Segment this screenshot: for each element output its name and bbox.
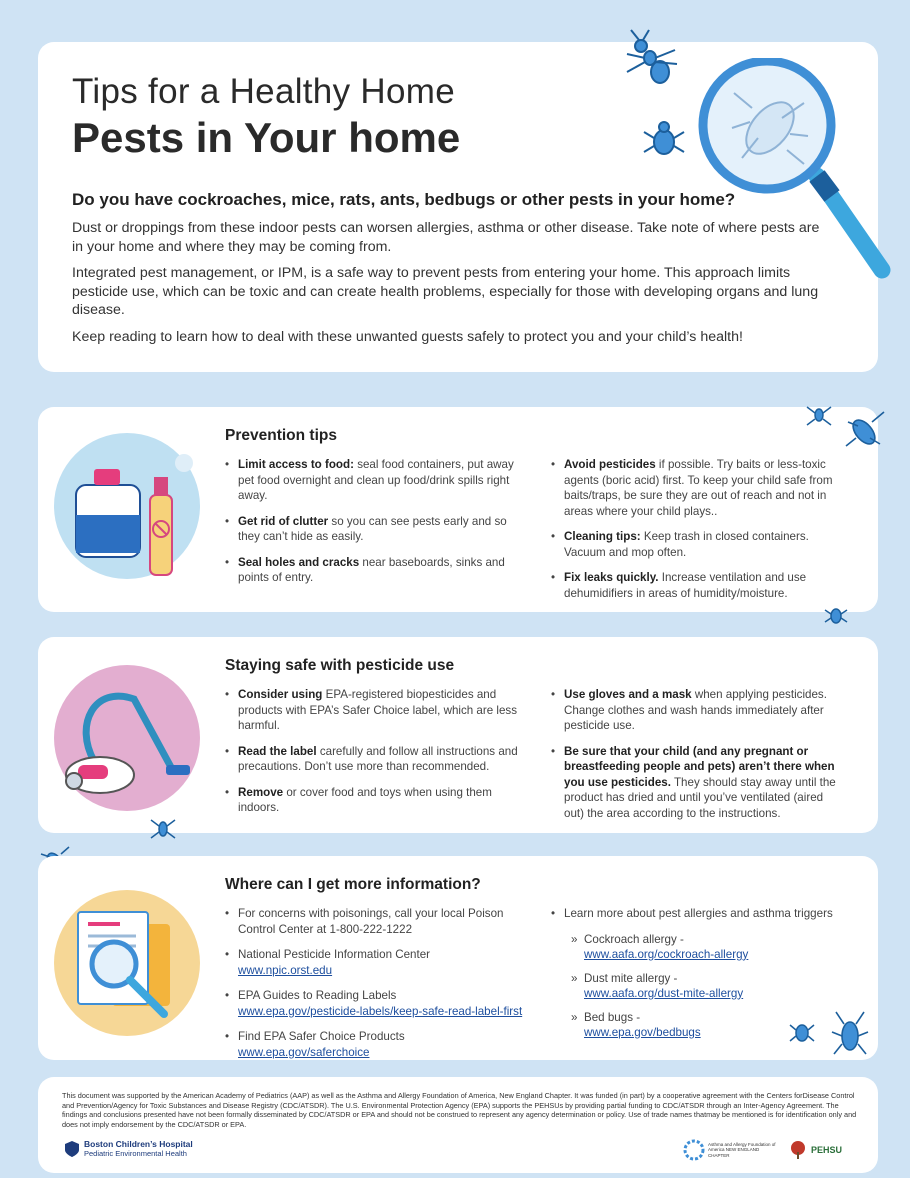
list-item: • Remove or cover food and toys when using them indoors. xyxy=(225,785,530,816)
list-item: • Consider using EPA-registered biopesticides and products with EPA’s Safer Choice label, which are less harmful. xyxy=(225,687,530,734)
more-information-card xyxy=(38,856,878,1060)
cockroach-icon xyxy=(842,408,888,452)
document-folder-icon xyxy=(54,890,200,1036)
list-item: • National Pesticide Information Center www.npic.orst.edu xyxy=(225,947,530,978)
bedbugs-link[interactable]: www.epa.gov/bedbugs xyxy=(584,1025,701,1039)
aafa-emblem-icon xyxy=(683,1139,705,1161)
section-heading: Where can I get more information? xyxy=(225,876,481,893)
npic-link[interactable]: www.npic.orst.edu xyxy=(238,963,333,977)
magnifying-glass-icon xyxy=(692,58,904,280)
cockroach-allergy-link[interactable]: www.aafa.org/cockroach-allergy xyxy=(584,947,749,961)
section-heading: Staying safe with pesticide use xyxy=(225,657,455,674)
list-item: • Read the label carefully and follow all instructions and precautions. Don’t use more than recommended. xyxy=(225,744,530,775)
list-item: • Find EPA Safer Choice Products www.epa.gov/saferchoice xyxy=(225,1029,530,1060)
intro-question: Do you have cockroaches, mice, rats, ants, bedbugs or other pests in your home? xyxy=(72,190,736,209)
ant-icon xyxy=(804,403,834,431)
intro-paragraph: Dust or droppings from these indoor pests can worsen allergies, asthma or other disease. Take note of where pests are in your home and where they may be coming from. xyxy=(72,220,820,255)
tree-icon xyxy=(788,1140,808,1160)
list-item: • Learn more about pest allergies and asthma triggers xyxy=(551,906,841,922)
list-item: • Get rid of clutter so you can see pests early and so they can’t hide as easily. xyxy=(225,514,530,545)
epa-labels-link[interactable]: www.epa.gov/pesticide-labels/keep-safe-read-label-first xyxy=(238,1004,523,1018)
boston-childrens-logo: Boston Children’s Hospital Pediatric Environmental Health xyxy=(64,1139,193,1158)
list-item: • Cleaning tips: Keep trash in closed containers. Vacuum and mop often. xyxy=(551,529,841,560)
cockroach-icon xyxy=(830,1010,870,1058)
prevention-left-list xyxy=(225,457,530,596)
intro-paragraph: Integrated pest management, or IPM, is a safe way to prevent pests from entering your home. This approach limits pesticide use, which can be toxic and can create health problems, especially for those with developing organs and lung disease. xyxy=(72,265,819,318)
list-item: • Limit access to food: seal food containers, put away pet food overnight and clean up food/drink spills right away. xyxy=(225,457,530,504)
sub-list-item: » Bed bugs - www.epa.gov/bedbugs xyxy=(551,1010,841,1040)
list-item: • Fix leaks quickly. Increase ventilation and use dehumidifiers in areas of humidity/moisture. xyxy=(551,570,841,601)
page-title: Pests in Your home xyxy=(72,114,461,161)
sub-list-item: » Dust mite allergy - www.aafa.org/dust-mite-allergy xyxy=(551,971,841,1001)
list-item: • Seal holes and cracks near baseboards, sinks and points of entry. xyxy=(225,555,530,586)
list-item: • Be sure that your child (and any pregnant or breastfeeding people and pets) aren’t there when you use pesticides. They should stay away until the product has dried and until you’ve ventilated (aired out) the area according to the instructions. xyxy=(551,744,841,822)
pesticide-left-list xyxy=(225,687,530,826)
info-left-list xyxy=(225,906,530,1070)
safer-choice-link[interactable]: www.epa.gov/saferchoice xyxy=(238,1045,370,1059)
list-item: • For concerns with poisonings, call your local Poison Control Center at 1-800-222-1222 xyxy=(225,906,530,937)
funding-disclaimer: This document was supported by the American Academy of Pediatrics (AAP) as well as the Asthma and Allergy Foundation of America, New England Chapter. It was funded (in part) by a cooperative agreement with the Centers forDisease Control and Prevention/Agency for Toxic Substances and Disease Registry (CDC/ATSDR). The U.S. Environmental Protection Agency (EPA) supports the PEHSUs by providing partial funding to CDC/ATSDR through an Inter-Agency Agreement. The findings and conclusions presented have not been formally disseminated by CDC/ATSDR or EPA and should not be construed to represent any agency determination or policy. Use of trade names thatmay be mentioned is for identification only and does not imply endorsement by the CDC/ATSDR or EPA. xyxy=(62,1091,857,1129)
funding-footer xyxy=(38,1077,878,1173)
pehsu-logo: PEHSU xyxy=(788,1140,842,1160)
pesticide-safety-card xyxy=(38,637,878,833)
ant-icon xyxy=(148,814,178,844)
prevention-right-list xyxy=(551,457,841,611)
aafa-logo: Asthma and Allergy Foundation of America NEW ENGLAND CHAPTER xyxy=(683,1139,778,1161)
bug-icon xyxy=(824,604,848,628)
list-item: • Use gloves and a mask when applying pesticides. Change clothes and wash hands immediately after pesticide use. xyxy=(551,687,841,734)
ant-icon xyxy=(617,28,687,90)
sub-list-item: » Cockroach allergy - www.aafa.org/cockroach-allergy xyxy=(551,932,841,962)
bug-icon xyxy=(788,1018,816,1046)
intro-paragraph: Keep reading to learn how to deal with these unwanted guests safely to protect you and your child’s health! xyxy=(72,329,743,345)
pesticide-right-list xyxy=(551,687,841,831)
list-item: • EPA Guides to Reading Labels www.epa.gov/pesticide-labels/keep-safe-read-label-first xyxy=(225,988,530,1019)
section-heading: Prevention tips xyxy=(225,427,337,444)
page-kicker: Tips for a Healthy Home xyxy=(72,72,455,111)
list-item: • Avoid pesticides if possible. Try baits or less-toxic agents (boric acid) first. To keep your child safe from baits/traps, be sure they are out of reach and not in areas where your child plays.. xyxy=(551,457,841,519)
spray-bottle-icon xyxy=(54,433,200,579)
prevention-card xyxy=(38,407,878,612)
vacuum-icon xyxy=(54,665,200,811)
shield-icon xyxy=(64,1140,80,1158)
dust-mite-allergy-link[interactable]: www.aafa.org/dust-mite-allergy xyxy=(584,986,744,1000)
bug-icon xyxy=(640,114,688,162)
